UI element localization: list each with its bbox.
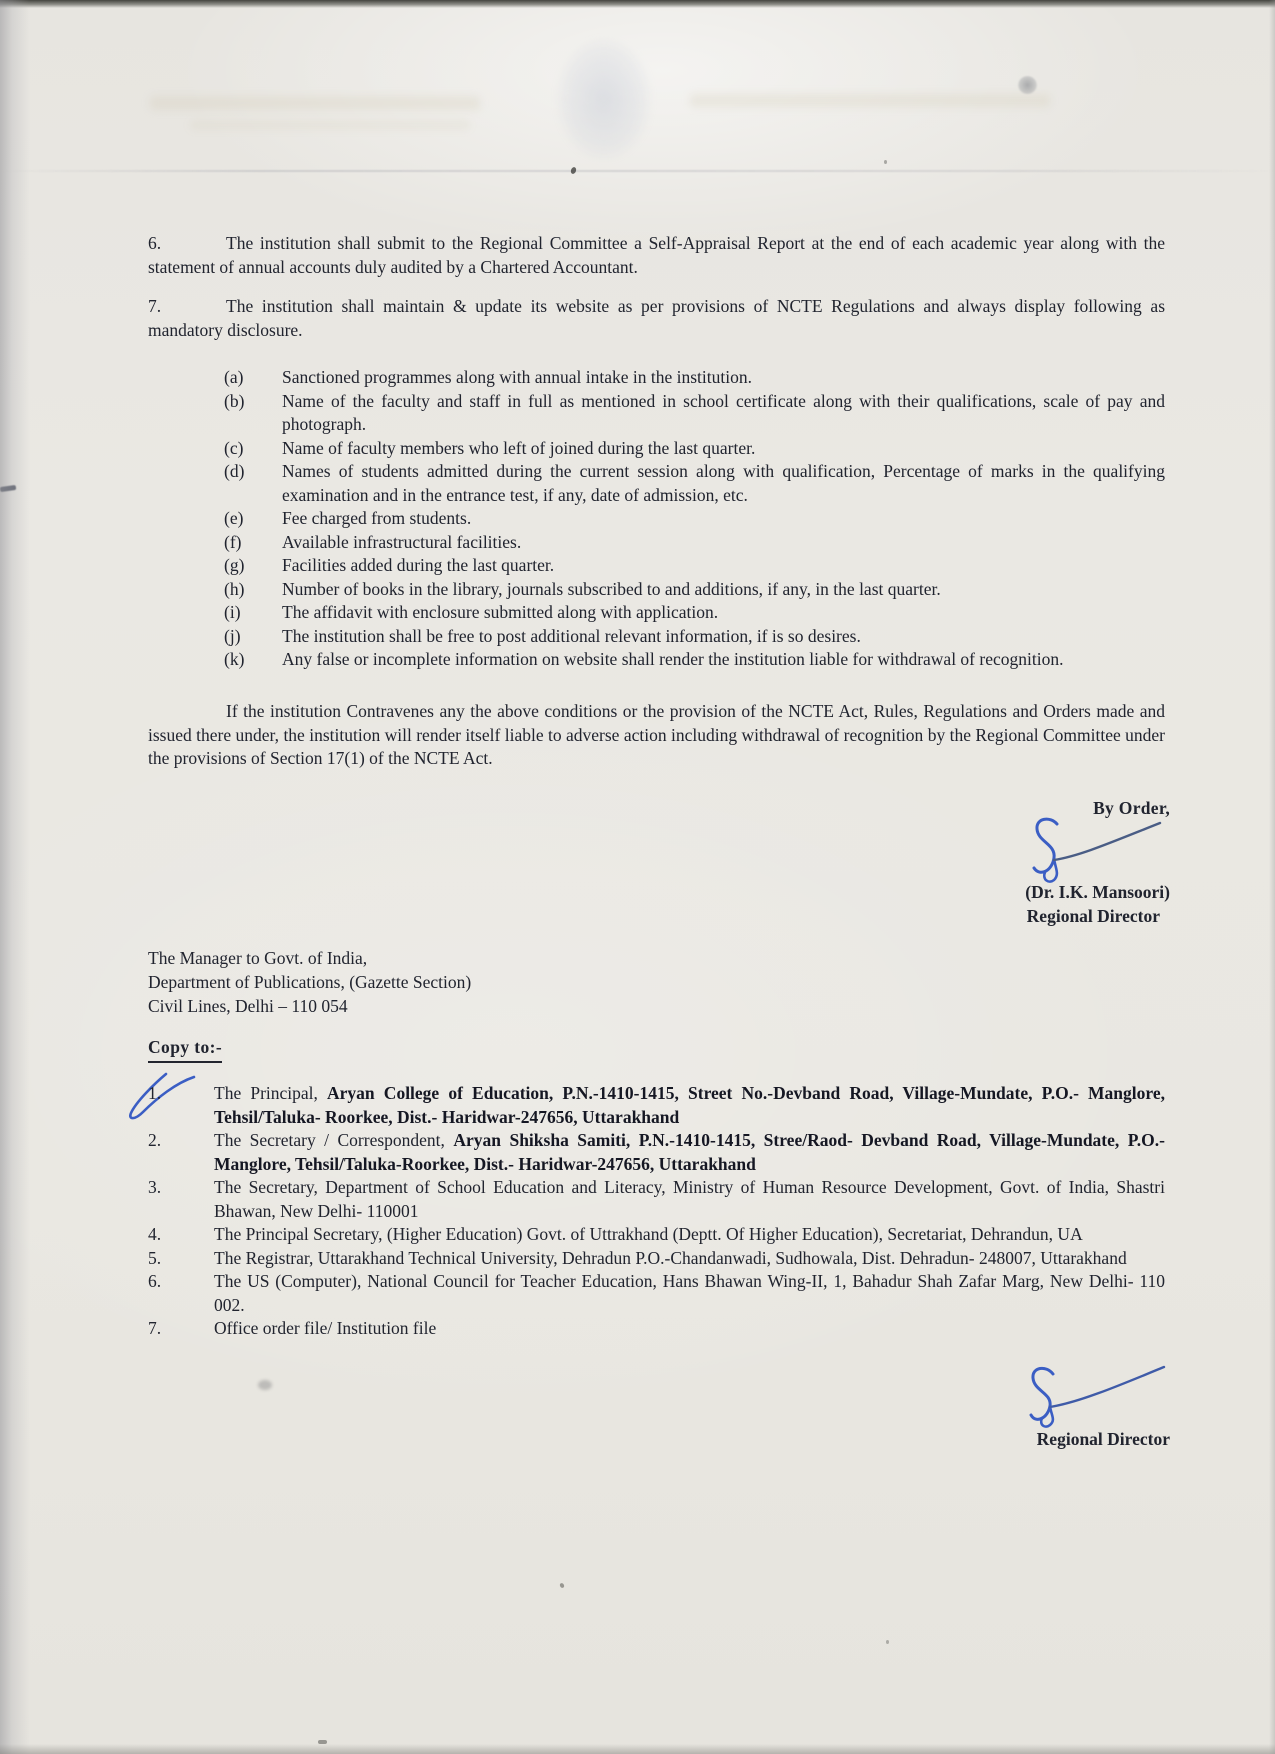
disclosure-item (148, 578, 1165, 602)
copy-item-prefix: The Principal, (214, 1083, 328, 1103)
copy-item (148, 1129, 1165, 1176)
item-label: (e) (224, 508, 244, 528)
disclosure-item (148, 554, 1165, 578)
copy-item (148, 1270, 1165, 1317)
copy-item-text (214, 1082, 1165, 1129)
disclosure-item (148, 460, 1165, 507)
item-text: The affidavit with enclosure submitted along with application. (282, 602, 719, 622)
paragraph-text: The institution shall submit to the Regional Committee a Self-Appraisal Report at the end of each academic year along with the statement of annual accounts duly audited by a Chartered Accountant. (148, 233, 1165, 277)
ghost-letterhead-text (150, 96, 480, 110)
paragraph-number: 6. (148, 233, 162, 253)
paragraph-text: The institution shall maintain & update its website as per provisions of NCTE Regulations and always display following as mandatory disclosure. (148, 296, 1165, 340)
copy-item-number: 1. (148, 1083, 162, 1103)
signatory-name: (Dr. I.K. Mansoori) (1025, 882, 1170, 902)
closing-paragraph: If the institution Contravenes any the above conditions or the provision of the NCTE Act, Rules, Regulations and Orders made and issued there under, the institution will render itself liable to adverse action including withdrawal of recognition by the Regional Committee under the provisions of Section 17(1) of the NCTE Act. (148, 701, 1165, 768)
disclosure-item (148, 531, 1165, 555)
addressee-block (148, 946, 1165, 1018)
copy-item-emph: Aryan Shiksha Samiti, P.N.-1410-1415, Stree/Raod- Devband Road, Village-Mundate, P.O.-Manglore, Tehsil/Taluka-Roorkee, Dist.- Haridwar-247656, Uttarakhand (214, 1130, 1165, 1174)
disclosure-item (148, 390, 1165, 437)
copy-item-number: 2. (148, 1130, 162, 1150)
scan-edge-top (0, 0, 1275, 8)
item-label: (j) (224, 625, 241, 646)
copy-to-section (148, 1036, 1165, 1063)
item-label: (g) (224, 555, 245, 575)
signature-ink-bottom (998, 1362, 1168, 1430)
ink-speck (884, 160, 887, 164)
signatory-title: Regional Director (1026, 906, 1160, 926)
item-label: (h) (224, 578, 245, 599)
copy-item-text (214, 1270, 1165, 1317)
item-text: Fee charged from students. (282, 508, 472, 528)
item-text: Number of books in the library, journals subscribed to and additions, if any, in the last quarter. (282, 578, 941, 599)
disclosure-item (148, 601, 1165, 625)
ink-speck (886, 1640, 889, 1644)
copy-item-number: 4. (148, 1224, 162, 1244)
item-text: The institution shall be free to post additional relevant information, if is so desires. (282, 625, 861, 646)
copy-item-text (214, 1129, 1165, 1176)
item-text: Names of students admitted during the current session along with qualification, Percentage of marks in the qualifying examination and in the entrance test, if any, date of admission, etc. (282, 461, 1165, 505)
item-text: Facilities added during the last quarter. (282, 555, 555, 575)
copy-item-prefix: The Secretary, Department of School Education and Literacy, Ministry of Human Resource Development, Govt. of India, Shastri Bhawan, New Delhi- 110001 (214, 1177, 1165, 1221)
item-text: Name of the faculty and staff in full as mentioned in school certificate along with their qualifications, scale of pay and photograph. (282, 390, 1165, 434)
copy-to-heading: Copy to:- (148, 1036, 222, 1063)
item-label: (i) (224, 602, 241, 622)
copy-item-emph: Aryan College of Education, P.N.-1410-1415, Street No.-Devband Road, Village-Mundate, P.O.- Manglore, Tehsil/Taluka- Roorkee, Dist.- Haridwar-247656, Uttarakhand (214, 1083, 1165, 1127)
item-label: (c) (224, 437, 244, 458)
item-text: Sanctioned programmes along with annual intake in the institution. (282, 367, 752, 387)
disclosure-item (148, 366, 1165, 390)
disclosure-item (148, 437, 1165, 461)
paper-crease (0, 170, 1275, 172)
item-label: (f) (224, 531, 242, 552)
copy-item-text (214, 1317, 1165, 1341)
ghost-emblem-watermark (558, 40, 650, 158)
item-label: (a) (224, 367, 244, 387)
copy-item-number: 6. (148, 1271, 162, 1291)
copy-item (148, 1176, 1165, 1223)
scan-smudge (258, 1380, 272, 1390)
paragraph-6 (148, 232, 1165, 279)
addressee-line: Civil Lines, Delhi – 110 054 (148, 996, 348, 1016)
copy-item-prefix: The Principal Secretary, (Higher Education) Govt. of Uttrakhand (Deptt. Of Higher Education), Secretariat, Dehrandun, UA (214, 1224, 1083, 1244)
disclosure-item (148, 648, 1165, 672)
ink-speck (559, 1582, 565, 1588)
scan-edge-right (1269, 0, 1275, 1754)
copy-item (148, 1247, 1165, 1271)
scan-edge-bottom (0, 1744, 1275, 1754)
copy-item-text (214, 1247, 1165, 1271)
copy-item (148, 1317, 1165, 1341)
item-label: (k) (224, 649, 245, 669)
ghost-letterhead-text (190, 120, 470, 130)
scan-dot-artifact (1018, 76, 1037, 94)
addressee-line: The Manager to Govt. of India, (148, 948, 368, 968)
disclosure-item (148, 507, 1165, 531)
copy-item-number: 3. (148, 1177, 162, 1197)
copy-item (148, 1082, 1165, 1129)
item-label: (d) (224, 461, 245, 481)
copy-item-prefix: The Secretary / Correspondent, (214, 1130, 454, 1150)
scan-edge-left (0, 0, 30, 1754)
by-order-label: By Order, (1093, 798, 1170, 818)
disclosure-item (148, 625, 1165, 649)
paragraph-number: 7. (148, 296, 162, 316)
footer-title: Regional Director (1036, 1429, 1170, 1449)
item-text: Name of faculty members who left of joined during the last quarter. (282, 437, 756, 458)
copy-item (148, 1223, 1165, 1247)
copy-item-prefix: The Registrar, Uttarakhand Technical University, Dehradun P.O.-Chandanwadi, Sudhowala, Dist. Dehradun- 248007, Uttarakhand (214, 1247, 1127, 1268)
copy-list (148, 1082, 1165, 1341)
copy-item-text (214, 1176, 1165, 1223)
signatory-block (900, 880, 1170, 928)
copy-item-number: 7. (148, 1318, 162, 1338)
ghost-letterhead-text (690, 94, 1050, 107)
copy-item-number: 5. (148, 1247, 162, 1268)
disclosure-list (148, 366, 1165, 672)
ink-speck (570, 166, 577, 174)
copy-item-text (214, 1223, 1165, 1247)
paragraph-7 (148, 295, 1165, 342)
item-text: Any false or incomplete information on website shall render the institution liable for withdrawal of recognition. (282, 649, 1064, 669)
copy-item-prefix: Office order file/ Institution file (214, 1318, 437, 1338)
addressee-line: Department of Publications, (Gazette Section) (148, 972, 472, 992)
item-label: (b) (224, 390, 245, 411)
item-text: Available infrastructural facilities. (282, 531, 522, 552)
signature-ink-top (1000, 814, 1165, 888)
copy-item-prefix: The US (Computer), National Council for Teacher Education, Hans Bhawan Wing-II, 1, Bahadur Shah Zafar Marg, New Delhi- 110 002. (214, 1271, 1165, 1315)
